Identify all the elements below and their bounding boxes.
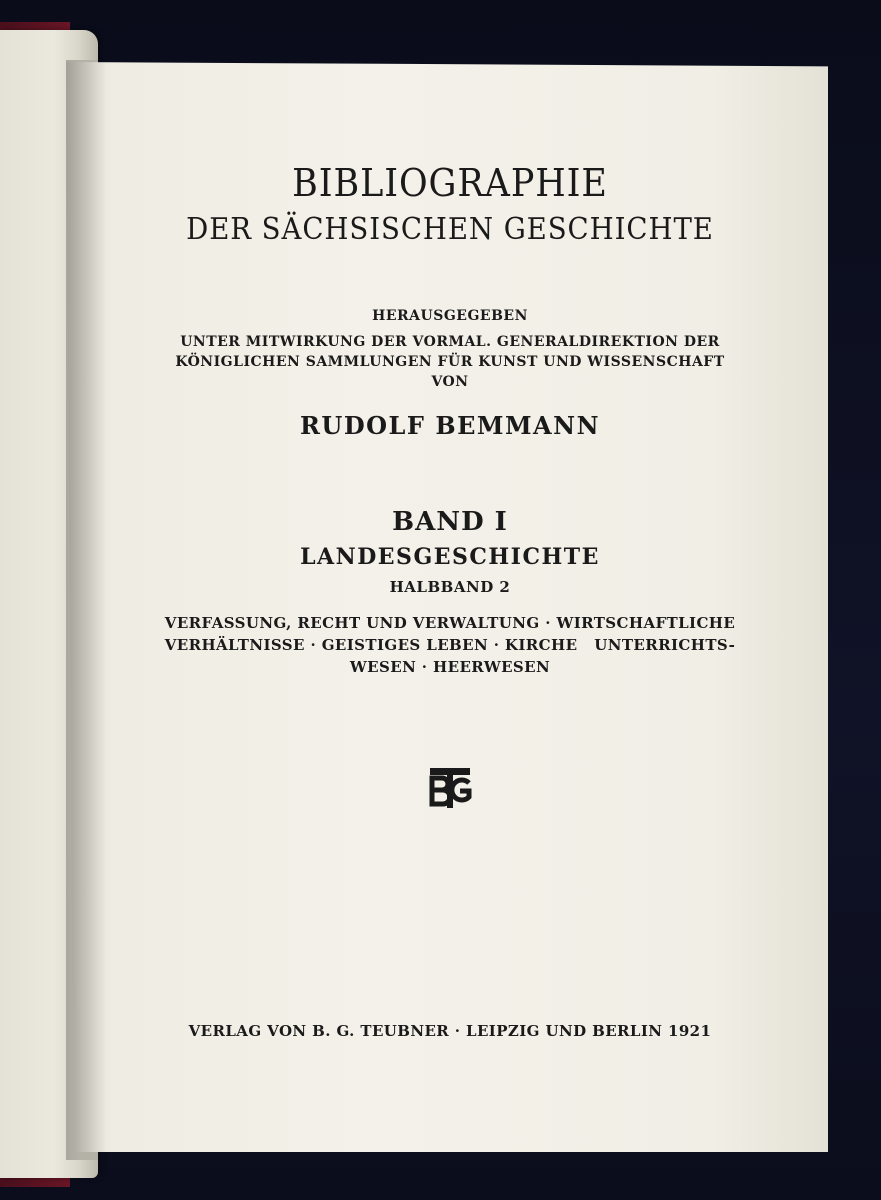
gutter-shadow — [66, 60, 106, 1160]
author-name: RUDOLF BEMMANN — [299, 411, 601, 440]
von-label: VON — [431, 374, 469, 390]
mitwirkung-note — [150, 332, 750, 392]
herausgegeben-label: HERAUSGEGEBEN — [372, 308, 528, 324]
topics-line-3: WESEN · HEERWESEN — [349, 658, 551, 676]
imprint: VERLAG VON B. G. TEUBNER · LEIPZIG UND BERLIN 1921 — [188, 1022, 712, 1040]
topics-line-1: VERFASSUNG, RECHT UND VERWALTUNG · WIRTSCHAFTLICHE — [164, 614, 736, 632]
volume-subject: LANDESGESCHICHTE — [300, 544, 600, 570]
book-subtitle: DER SÄCHSISCHEN GESCHICHTE — [186, 212, 714, 247]
topics-line-2: VERHÄLTNISSE · GEISTIGES LEBEN · KIRCHE UNTERRICHTS- — [164, 636, 736, 654]
teubner-bg-monogram-icon — [426, 764, 474, 812]
volume-topics — [150, 612, 750, 678]
book-title: BIBLIOGRAPHIE — [292, 161, 608, 205]
title-page-content — [150, 160, 750, 812]
half-volume: HALBBAND 2 — [389, 578, 511, 596]
mitwirkung-line-1: UNTER MITWIRKUNG DER VORMAL. GENERALDIREKTION DER — [180, 334, 720, 350]
mitwirkung-line-2: KÖNIGLICHEN SAMMLUNGEN FÜR KUNST UND WISSENSCHAFT — [175, 354, 725, 370]
volume-number: BAND I — [392, 507, 508, 537]
